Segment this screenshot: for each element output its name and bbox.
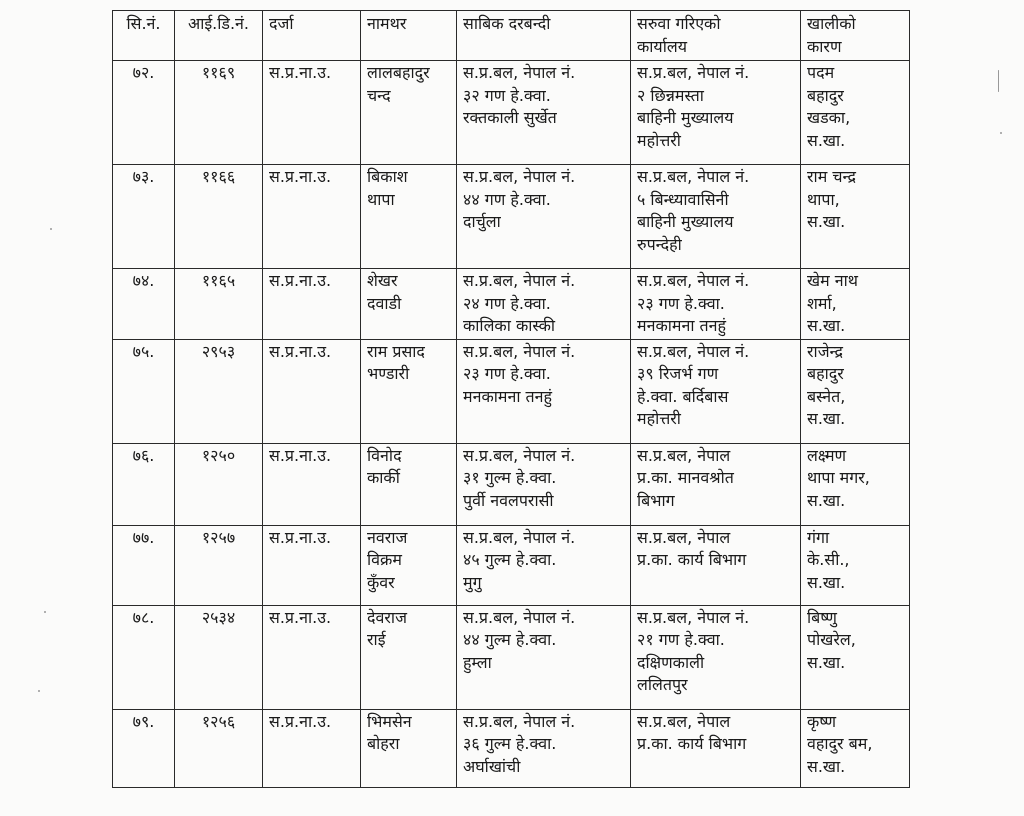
cell-previous-post-line: स.प्र.बल, नेपाल नं. xyxy=(463,167,576,186)
cell-previous-post xyxy=(457,443,631,525)
transfer-table xyxy=(112,10,910,788)
cell-name-line: भण्डारी xyxy=(367,364,410,383)
cell-name xyxy=(361,339,457,443)
cell-transferred-office-line: स.प्र.बल, नेपाल नं. xyxy=(637,63,750,82)
cell-id: २९५३ xyxy=(175,339,263,443)
cell-transferred-office xyxy=(631,269,801,340)
cell-id: १२५६ xyxy=(175,709,263,787)
header-vacancy-reason-line: कारण xyxy=(807,36,842,56)
cell-previous-post-line: मुगु xyxy=(463,572,482,592)
cell-transferred-office-line: स.प्र.बल, नेपाल xyxy=(637,527,731,547)
cell-transferred-office xyxy=(631,605,801,709)
cell-name xyxy=(361,165,457,269)
cell-transferred-office-line: दक्षिणकाली xyxy=(637,652,705,672)
cell-vacancy-reason-line: लक्ष्मण xyxy=(807,445,847,465)
cell-previous-post xyxy=(457,339,631,443)
cell-name-line: लालबहादुर xyxy=(367,63,430,82)
cell-transferred-office xyxy=(631,709,801,787)
cell-transferred-office-line: स.प्र.बल, नेपाल नं. xyxy=(637,167,750,186)
cell-serial: ७९. xyxy=(113,709,175,787)
table-row xyxy=(113,525,910,605)
header-transferred-office-line: सरुवा गरिएको xyxy=(637,14,721,33)
cell-previous-post xyxy=(457,165,631,269)
cell-transferred-office-line: ३९ रिजर्भ गण xyxy=(637,364,719,383)
cell-vacancy-reason xyxy=(801,709,910,787)
cell-name-line: चन्द xyxy=(367,85,391,105)
header-vacancy-reason xyxy=(801,11,910,61)
scan-speck xyxy=(44,611,46,613)
cell-vacancy-reason xyxy=(801,525,910,605)
cell-previous-post xyxy=(457,61,631,165)
cell-transferred-office-line: प्र.का. मानवश्रोत xyxy=(637,468,734,487)
cell-serial: ७३. xyxy=(113,165,175,269)
cell-serial: ७७. xyxy=(113,525,175,605)
cell-previous-post-line: २३ गण हे.क्वा. xyxy=(463,364,551,383)
table-body xyxy=(113,61,910,788)
scan-speck xyxy=(38,690,40,692)
cell-name-line: राई xyxy=(367,630,386,649)
cell-name-line: भिमसेन xyxy=(367,711,412,731)
cell-previous-post-line: स.प्र.बल, नेपाल नं. xyxy=(463,607,576,627)
cell-previous-post xyxy=(457,605,631,709)
cell-previous-post-line: स.प्र.बल, नेपाल नं. xyxy=(463,341,576,361)
cell-name-line: राम प्रसाद xyxy=(367,341,425,361)
cell-previous-post-line: स.प्र.बल, नेपाल नं. xyxy=(463,445,576,465)
cell-transferred-office-line: स.प्र.बल, नेपाल नं. xyxy=(637,271,750,290)
cell-name-line: विक्रम xyxy=(367,550,402,569)
cell-serial: ७६. xyxy=(113,443,175,525)
cell-name-line: कुँवर xyxy=(367,572,395,592)
table-header-row xyxy=(113,11,910,61)
cell-vacancy-reason-line: थापा मगर, xyxy=(807,468,870,487)
table-row xyxy=(113,61,910,165)
cell-previous-post-line: ४५ गुल्म हे.क्वा. xyxy=(463,550,557,569)
cell-name-line: विनोद xyxy=(367,445,402,465)
cell-transferred-office-line: २३ गण हे.क्वा. xyxy=(637,293,725,313)
header-transferred-office xyxy=(631,11,801,61)
cell-name-line: देवराज xyxy=(367,607,407,627)
cell-transferred-office-line: २१ गण हे.क्वा. xyxy=(637,630,725,649)
cell-previous-post-line: स.प्र.बल, नेपाल नं. xyxy=(463,63,576,82)
cell-previous-post-line: २४ गण हे.क्वा. xyxy=(463,293,551,313)
table-row xyxy=(113,709,910,787)
cell-vacancy-reason-line: थापा, xyxy=(807,189,840,209)
cell-vacancy-reason xyxy=(801,269,910,340)
cell-transferred-office-line: रुपन्देही xyxy=(637,234,682,254)
cell-transferred-office-line: बाहिनी मुख्यालय xyxy=(637,108,734,127)
header-serial: सि.नं. xyxy=(113,11,175,61)
cell-name-line: शेखर xyxy=(367,271,398,290)
cell-transferred-office xyxy=(631,443,801,525)
cell-rank: स.प्र.ना.उ. xyxy=(263,443,361,525)
cell-vacancy-reason xyxy=(801,605,910,709)
cell-vacancy-reason-line: के.सी., xyxy=(807,550,850,569)
cell-name-line: दवाडी xyxy=(367,293,402,313)
header-name: नामथर xyxy=(361,11,457,61)
cell-previous-post-line: स.प्र.बल, नेपाल नं. xyxy=(463,271,576,290)
cell-id: ११६९ xyxy=(175,61,263,165)
cell-name xyxy=(361,709,457,787)
cell-transferred-office-line: बाहिनी मुख्यालय xyxy=(637,212,734,231)
cell-vacancy-reason-line: स.खा. xyxy=(807,490,846,510)
cell-transferred-office-line: २ छिन्नमस्ता xyxy=(637,85,704,105)
header-previous-post: साबिक दरबन्दी xyxy=(457,11,631,61)
cell-transferred-office-line: स.प्र.बल, नेपाल नं. xyxy=(637,341,750,361)
cell-previous-post-line: अर्घाखांची xyxy=(463,756,521,776)
cell-vacancy-reason-line: स.खा. xyxy=(807,572,846,592)
cell-transferred-office-line: स.प्र.बल, नेपाल xyxy=(637,711,731,731)
cell-rank: स.प्र.ना.उ. xyxy=(263,165,361,269)
cell-previous-post-line: ४४ गण हे.क्वा. xyxy=(463,189,551,209)
cell-vacancy-reason xyxy=(801,443,910,525)
header-transferred-office-line: कार्यालय xyxy=(637,36,687,56)
cell-id: १२५७ xyxy=(175,525,263,605)
cell-previous-post-line: पुर्वी नवलपरासी xyxy=(463,490,554,510)
cell-vacancy-reason-line: शर्मा, xyxy=(807,293,837,313)
cell-previous-post-line: ३२ गण हे.क्वा. xyxy=(463,85,551,105)
cell-serial: ७४. xyxy=(113,269,175,340)
cell-vacancy-reason-line: स.खा. xyxy=(807,652,846,672)
cell-rank: स.प्र.ना.उ. xyxy=(263,339,361,443)
scan-speck xyxy=(998,70,999,92)
cell-transferred-office xyxy=(631,525,801,605)
cell-name xyxy=(361,61,457,165)
cell-vacancy-reason-line: स.खा. xyxy=(807,130,846,150)
cell-previous-post xyxy=(457,269,631,340)
cell-previous-post-line: कालिका कास्की xyxy=(463,316,556,335)
cell-transferred-office-line: हे.क्वा. बर्दिबास xyxy=(637,386,729,406)
cell-previous-post-line: मनकामना तनहुं xyxy=(463,386,553,406)
cell-rank: स.प्र.ना.उ. xyxy=(263,605,361,709)
cell-name-line: कार्की xyxy=(367,468,400,487)
cell-transferred-office-line: स.प्र.बल, नेपाल xyxy=(637,445,731,465)
scan-speck xyxy=(50,228,52,230)
cell-vacancy-reason-line: स.खा. xyxy=(807,756,846,776)
cell-transferred-office-line: मनकामना तनहुं xyxy=(637,316,727,335)
cell-previous-post-line: ४४ गुल्म हे.क्वा. xyxy=(463,630,557,649)
cell-name-line: बिकाश xyxy=(367,167,408,186)
cell-vacancy-reason-line: पदम xyxy=(807,63,835,82)
cell-serial: ७८. xyxy=(113,605,175,709)
cell-previous-post-line: स.प्र.बल, नेपाल नं. xyxy=(463,711,576,731)
cell-vacancy-reason xyxy=(801,339,910,443)
cell-name xyxy=(361,443,457,525)
cell-previous-post-line: दार्चुला xyxy=(463,212,501,231)
cell-name xyxy=(361,525,457,605)
table-row xyxy=(113,269,910,340)
cell-vacancy-reason-line: बिष्णु xyxy=(807,607,838,627)
cell-vacancy-reason-line: स.खा. xyxy=(807,212,846,231)
cell-vacancy-reason-line: खेम नाथ xyxy=(807,271,858,290)
cell-name-line: थापा xyxy=(367,189,395,209)
cell-rank: स.प्र.ना.उ. xyxy=(263,525,361,605)
cell-previous-post-line: ३६ गुल्म हे.क्वा. xyxy=(463,734,557,753)
cell-previous-post xyxy=(457,525,631,605)
header-id: आई.डि.नं. xyxy=(175,11,263,61)
cell-vacancy-reason-line: बस्नेत, xyxy=(807,386,846,406)
cell-name-line: बोहरा xyxy=(367,734,400,753)
cell-vacancy-reason-line: राम चन्द्र xyxy=(807,167,856,186)
cell-vacancy-reason-line: खडका, xyxy=(807,108,851,127)
cell-transferred-office xyxy=(631,339,801,443)
header-rank: दर्जा xyxy=(263,11,361,61)
cell-rank: स.प्र.ना.उ. xyxy=(263,269,361,340)
cell-serial: ७५. xyxy=(113,339,175,443)
cell-previous-post-line: ३१ गुल्म हे.क्वा. xyxy=(463,468,557,487)
header-vacancy-reason-line: खालीको xyxy=(807,14,856,33)
cell-transferred-office-line: स.प्र.बल, नेपाल नं. xyxy=(637,607,750,627)
cell-vacancy-reason-line: गंगा xyxy=(807,527,830,547)
cell-vacancy-reason-line: राजेन्द्र xyxy=(807,341,844,361)
cell-transferred-office-line: महोत्तरी xyxy=(637,409,681,428)
cell-vacancy-reason-line: स.खा. xyxy=(807,316,846,335)
cell-transferred-office-line: ललितपुर xyxy=(637,675,688,694)
cell-vacancy-reason-line: कृष्ण xyxy=(807,711,837,731)
cell-previous-post-line: स.प्र.बल, नेपाल नं. xyxy=(463,527,576,547)
cell-transferred-office-line: महोत्तरी xyxy=(637,130,681,150)
cell-vacancy-reason xyxy=(801,61,910,165)
cell-name-line: नवराज xyxy=(367,527,408,547)
cell-transferred-office-line: प्र.का. कार्य बिभाग xyxy=(637,550,747,569)
cell-transferred-office xyxy=(631,165,801,269)
cell-vacancy-reason-line: बहादुर xyxy=(807,364,844,383)
cell-name xyxy=(361,605,457,709)
table-row xyxy=(113,165,910,269)
cell-vacancy-reason-line: बहादुर xyxy=(807,85,844,105)
cell-id: ११६६ xyxy=(175,165,263,269)
cell-rank: स.प्र.ना.उ. xyxy=(263,709,361,787)
cell-vacancy-reason-line: वहादुर बम, xyxy=(807,734,873,753)
cell-id: २५३४ xyxy=(175,605,263,709)
cell-previous-post-line: हुम्ला xyxy=(463,652,492,672)
cell-id: १२५० xyxy=(175,443,263,525)
cell-name xyxy=(361,269,457,340)
table-row xyxy=(113,605,910,709)
cell-serial: ७२. xyxy=(113,61,175,165)
cell-vacancy-reason-line: पोखरेल, xyxy=(807,630,856,649)
cell-rank: स.प्र.ना.उ. xyxy=(263,61,361,165)
table-row xyxy=(113,443,910,525)
cell-transferred-office-line: प्र.का. कार्य बिभाग xyxy=(637,734,747,753)
table-row xyxy=(113,339,910,443)
scan-speck xyxy=(1000,132,1002,134)
cell-transferred-office-line: बिभाग xyxy=(637,490,675,510)
cell-vacancy-reason xyxy=(801,165,910,269)
cell-previous-post-line: रक्तकाली सुर्खेत xyxy=(463,108,557,127)
cell-previous-post xyxy=(457,709,631,787)
cell-vacancy-reason-line: स.खा. xyxy=(807,409,846,428)
cell-id: ११६५ xyxy=(175,269,263,340)
cell-transferred-office-line: ५ बिन्ध्यावासिनी xyxy=(637,189,729,209)
cell-transferred-office xyxy=(631,61,801,165)
